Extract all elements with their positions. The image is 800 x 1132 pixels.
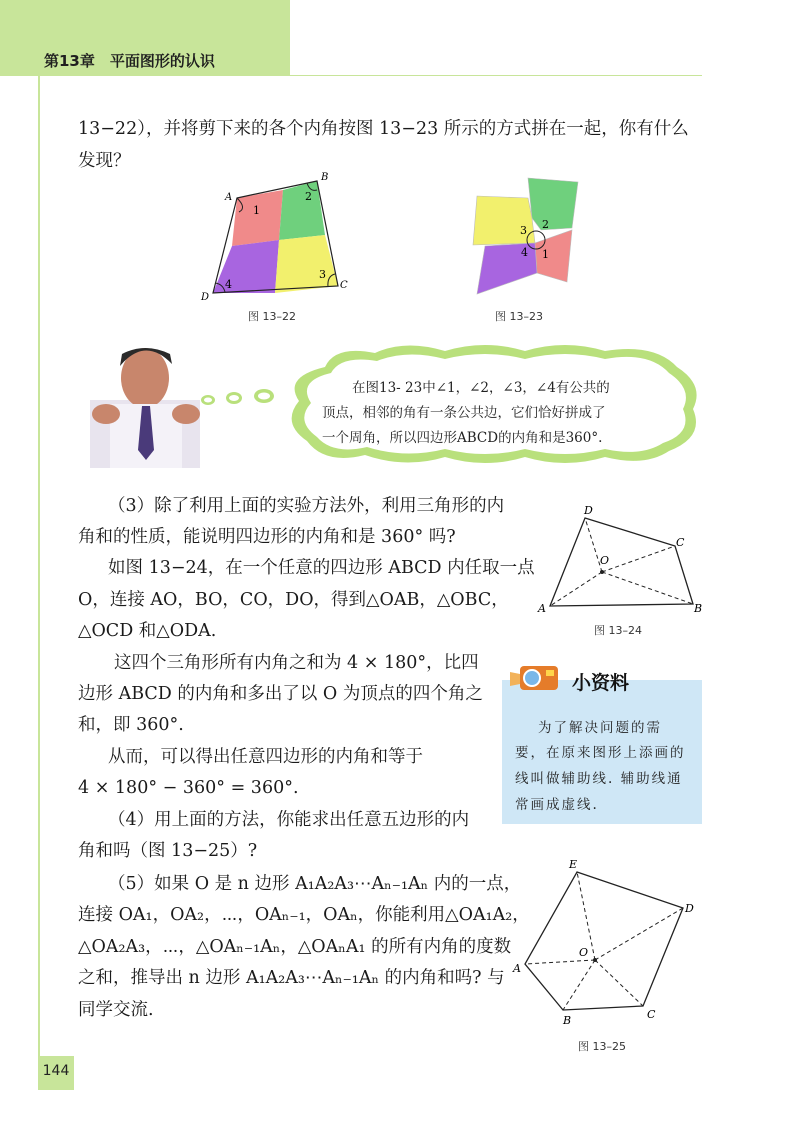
angle-label-3: 3	[520, 224, 527, 237]
para8-line-2: 连接 OA₁，OA₂，⋯，OAₙ₋₁，OAₙ，你能利用△OA₁A₂，	[78, 905, 530, 925]
label-D: D	[584, 504, 593, 517]
para5-line-2: 边形 ABCD 的内角和多出了以 O 为顶点的四个角之	[78, 684, 483, 704]
intro-line-2: 发现？	[78, 151, 131, 171]
para8-line-4: 之和，推导出 n 边形 A₁A₂A₃⋯Aₙ₋₁Aₙ 的内角和吗? 与	[78, 968, 505, 988]
page-number: 144	[42, 1063, 70, 1079]
angle-label-4: 4	[225, 278, 232, 291]
pentagon	[525, 872, 683, 1010]
sidebox-line-2: 要，在原来图形上添画的	[515, 745, 686, 761]
label-E: E	[569, 858, 578, 871]
para5-line-3: 和，即 360°.	[78, 715, 184, 735]
label-B: B	[563, 1014, 572, 1027]
caption-13-25: 图 13–25	[578, 1040, 626, 1053]
bubble-line-1: 在图13- 23中∠1，∠2，∠3，∠4有公共的	[352, 380, 610, 396]
para4-line-2: O，连接 AO，BO，CO，DO，得到△OAB，△OBC，	[78, 590, 509, 610]
label-O: O	[600, 554, 610, 567]
chapter-title: 第13章 平面图形的认识	[44, 52, 215, 70]
bubble-line-2: 顶点，相邻的角有一条公共边，它们恰好拼成了	[322, 405, 606, 421]
caption-13-22: 图 13–22	[248, 310, 296, 323]
para5-line-1: 这四个三角形所有内角之和为 4 × 180°，比四	[114, 653, 479, 673]
label-B: B	[321, 172, 329, 183]
angle-label-1: 1	[542, 248, 549, 261]
left-margin-rule	[38, 76, 40, 1056]
projector-icon	[510, 652, 566, 702]
para3-line-1: （3）除了利用上面的实验方法外，利用三角形的内	[108, 496, 505, 516]
bubble-line-3: 一个周角，所以四边形ABCD的内角和是360°.	[322, 430, 603, 446]
para6-line-1: 从而，可以得出任意四边形的内角和等于	[108, 747, 423, 767]
quad-green	[279, 181, 325, 240]
angle-label-2: 2	[305, 190, 312, 203]
sidebox-title: 小资料	[572, 672, 630, 694]
para8-line-5: 同学交流.	[78, 1000, 154, 1020]
para4-line-3: △OCD 和△ODA.	[78, 621, 217, 641]
sidebox-line-1: 为了解决问题的需	[538, 720, 662, 736]
piece-red	[535, 230, 572, 282]
angle-label-4: 4	[521, 246, 528, 259]
label-C: C	[676, 536, 685, 549]
angle-label-2: 2	[542, 218, 549, 231]
label-A: A	[225, 192, 233, 203]
sidebox-line-3: 线叫做辅助线. 辅助线通	[515, 771, 683, 787]
quad-yellow	[275, 235, 338, 293]
quad-red	[232, 190, 283, 246]
intro-line-1: 13−22），并将剪下来的各个内角按图 13−23 所示的方式拼在一起，你有什么	[78, 119, 689, 139]
label-O: O	[579, 946, 589, 959]
caption-13-23: 图 13–23	[495, 310, 543, 323]
label-A: A	[513, 962, 521, 975]
piece-yellow	[473, 196, 535, 245]
label-C: C	[340, 280, 348, 291]
figure-13-23	[465, 170, 585, 300]
student-photo	[90, 340, 200, 468]
figure-13-22	[195, 168, 355, 308]
header-divider	[290, 75, 702, 76]
caption-13-24: 图 13–24	[594, 624, 642, 637]
para7-line-2: 角和吗（图 13−25）?	[78, 841, 258, 861]
angle-label-3: 3	[319, 268, 326, 281]
piece-green	[528, 178, 578, 230]
label-D: D	[201, 292, 210, 303]
figure-13-24	[530, 502, 710, 622]
para7-line-1: （4）用上面的方法，你能求出任意五边形的内	[108, 810, 470, 830]
piece-purple	[477, 243, 537, 294]
para8-line-3: △OA₂A₃，⋯，△OAₙ₋₁Aₙ，△OAₙA₁ 的所有内角的度数	[78, 937, 512, 957]
label-A: A	[538, 602, 546, 615]
figure-13-25	[505, 858, 705, 1030]
quad-purple	[213, 240, 279, 293]
quadrilateral	[550, 518, 693, 606]
para3-line-2: 角和的性质，能说明四边形的内角和是 360° 吗?	[78, 527, 456, 547]
thought-dots	[198, 384, 288, 414]
label-C: C	[647, 1008, 656, 1021]
label-D: D	[685, 902, 694, 915]
label-B: B	[694, 602, 703, 615]
para6-line-2: 4 × 180° − 360° = 360°.	[78, 778, 299, 798]
angle-label-1: 1	[253, 204, 260, 217]
sidebox-line-4: 常画成虚线.	[515, 797, 599, 813]
para4-line-1: 如图 13−24，在一个任意的四边形 ABCD 内任取一点	[108, 558, 535, 578]
para8-line-1: （5）如果 O 是 n 边形 A₁A₂A₃⋯Aₙ₋₁Aₙ 内的一点，	[108, 874, 522, 894]
